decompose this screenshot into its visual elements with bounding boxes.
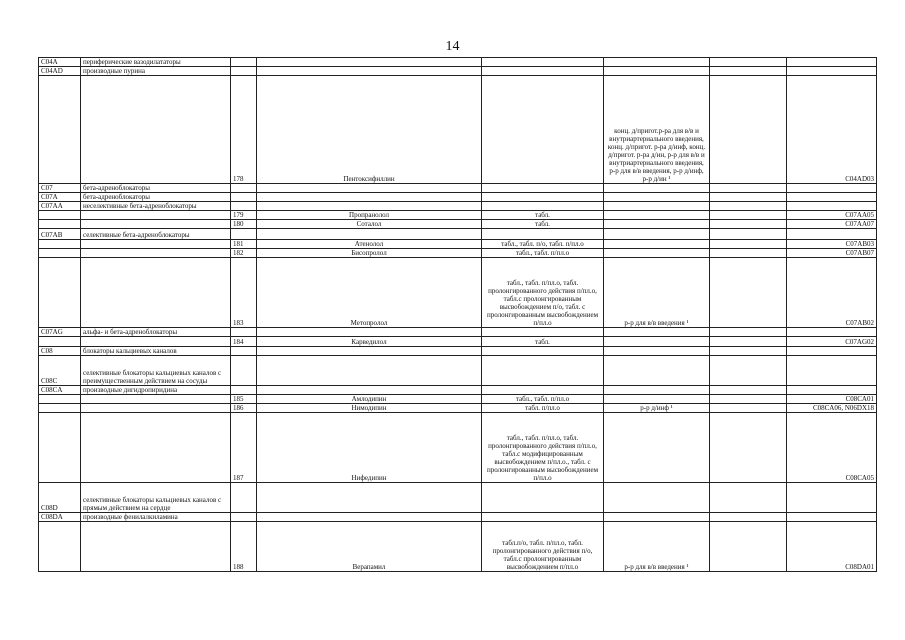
- table-row: [39, 193, 877, 202]
- dosage-form-cell: [482, 328, 604, 337]
- row-number-cell: [231, 58, 257, 67]
- extra-cell: [710, 413, 787, 483]
- atc-drug-code-cell: C08CA05: [787, 413, 877, 483]
- atc-code-cell: C08DA: [39, 513, 81, 522]
- table-row: [39, 258, 877, 328]
- dosage-form-cell: [482, 202, 604, 211]
- extra-cell: [710, 58, 787, 67]
- group-description-cell: производные фенилалкиламина: [81, 513, 231, 522]
- hospital-form-cell: р-р для в/в введения ¹: [604, 258, 710, 328]
- row-number-cell: 186: [231, 404, 257, 413]
- row-number-cell: [231, 328, 257, 337]
- drug-name-cell: Нимодипин: [257, 404, 482, 413]
- row-number-cell: [231, 184, 257, 193]
- drug-table: [38, 57, 877, 572]
- hospital-form-cell: р-р для в/в введения ¹: [604, 522, 710, 572]
- extra-cell: [710, 258, 787, 328]
- atc-drug-code-cell: C08CA06, N06DX18: [787, 404, 877, 413]
- extra-cell: [710, 356, 787, 386]
- group-description-cell: [81, 240, 231, 249]
- hospital-form-cell: [604, 513, 710, 522]
- atc-code-cell: [39, 522, 81, 572]
- atc-drug-code-cell: [787, 67, 877, 76]
- atc-drug-code-cell: C07AB02: [787, 258, 877, 328]
- row-number-cell: 188: [231, 522, 257, 572]
- atc-code-cell: C07A: [39, 193, 81, 202]
- hospital-form-cell: [604, 184, 710, 193]
- dosage-form-cell: [482, 193, 604, 202]
- drug-name-cell: [257, 58, 482, 67]
- row-number-cell: [231, 386, 257, 395]
- group-description-cell: [81, 337, 231, 347]
- hospital-form-cell: [604, 249, 710, 258]
- atc-drug-code-cell: [787, 193, 877, 202]
- row-number-cell: 180: [231, 220, 257, 229]
- atc-drug-code-cell: C07AB03: [787, 240, 877, 249]
- atc-drug-code-cell: [787, 483, 877, 513]
- group-description-cell: [81, 76, 231, 184]
- atc-drug-code-cell: [787, 202, 877, 211]
- atc-drug-code-cell: [787, 184, 877, 193]
- hospital-form-cell: [604, 356, 710, 386]
- atc-drug-code-cell: C04AD03: [787, 76, 877, 184]
- hospital-form-cell: конц. д/пригот.р-ра для в/в и внутриартериального введения, конц. д/пригот. р-ра д/инф, конц. д/пригот. р-ра д/ин, р-р для в/в и внутриартериального введения, р-р для в/в введения, р-р д/инф, р-р д/ин ¹: [604, 76, 710, 184]
- table-row: [39, 240, 877, 249]
- extra-cell: [710, 513, 787, 522]
- table-row: [39, 395, 877, 404]
- dosage-form-cell: [482, 513, 604, 522]
- dosage-form-cell: [482, 76, 604, 184]
- dosage-form-cell: [482, 58, 604, 67]
- hospital-form-cell: [604, 193, 710, 202]
- group-description-cell: производные дигидропиридина: [81, 386, 231, 395]
- table-row: [39, 513, 877, 522]
- group-description-cell: селективные блокаторы кальциевых каналов с прямым действием на сердце: [81, 483, 231, 513]
- drug-name-cell: Бисопролол: [257, 249, 482, 258]
- dosage-form-cell: табл. п/пл.о: [482, 404, 604, 413]
- drug-name-cell: [257, 193, 482, 202]
- group-description-cell: бета-адреноблокаторы: [81, 184, 231, 193]
- table-body: [39, 58, 877, 572]
- group-description-cell: [81, 211, 231, 220]
- drug-name-cell: [257, 184, 482, 193]
- hospital-form-cell: р-р д/инф ¹: [604, 404, 710, 413]
- extra-cell: [710, 67, 787, 76]
- atc-code-cell: [39, 258, 81, 328]
- row-number-cell: 185: [231, 395, 257, 404]
- atc-code-cell: C04A: [39, 58, 81, 67]
- dosage-form-cell: [482, 67, 604, 76]
- group-description-cell: альфа- и бета-адреноблокаторы: [81, 328, 231, 337]
- drug-name-cell: Атенолол: [257, 240, 482, 249]
- extra-cell: [710, 522, 787, 572]
- row-number-cell: [231, 67, 257, 76]
- row-number-cell: [231, 347, 257, 356]
- dosage-form-cell: табл.: [482, 337, 604, 347]
- group-description-cell: [81, 249, 231, 258]
- extra-cell: [710, 347, 787, 356]
- group-description-cell: [81, 522, 231, 572]
- table-row: [39, 67, 877, 76]
- group-description-cell: [81, 258, 231, 328]
- group-description-cell: [81, 404, 231, 413]
- atc-drug-code-cell: C07AA05: [787, 211, 877, 220]
- extra-cell: [710, 202, 787, 211]
- extra-cell: [710, 386, 787, 395]
- atc-code-cell: [39, 413, 81, 483]
- extra-cell: [710, 240, 787, 249]
- hospital-form-cell: [604, 395, 710, 404]
- hospital-form-cell: [604, 211, 710, 220]
- atc-drug-code-cell: C07AB07: [787, 249, 877, 258]
- atc-code-cell: [39, 395, 81, 404]
- atc-code-cell: [39, 211, 81, 220]
- drug-name-cell: [257, 67, 482, 76]
- group-description-cell: периферические вазодилататоры: [81, 58, 231, 67]
- hospital-form-cell: [604, 337, 710, 347]
- atc-drug-code-cell: C08DA01: [787, 522, 877, 572]
- table-row: [39, 337, 877, 347]
- dosage-form-cell: табл.п/о, табл. п/пл.о, табл. пролонгированного действия п/о, табл.с пролонгированным высвобождением п/пл.о: [482, 522, 604, 572]
- atc-code-cell: C08: [39, 347, 81, 356]
- group-description-cell: [81, 413, 231, 483]
- extra-cell: [710, 395, 787, 404]
- hospital-form-cell: [604, 240, 710, 249]
- group-description-cell: [81, 395, 231, 404]
- drug-name-cell: Верапамил: [257, 522, 482, 572]
- drug-name-cell: [257, 347, 482, 356]
- atc-code-cell: C07AB: [39, 229, 81, 240]
- row-number-cell: 183: [231, 258, 257, 328]
- drug-name-cell: Карведилол: [257, 337, 482, 347]
- extra-cell: [710, 249, 787, 258]
- drug-name-cell: [257, 513, 482, 522]
- hospital-form-cell: [604, 347, 710, 356]
- table-row: [39, 483, 877, 513]
- row-number-cell: 179: [231, 211, 257, 220]
- atc-code-cell: C07AG: [39, 328, 81, 337]
- extra-cell: [710, 193, 787, 202]
- drug-name-cell: Пентоксифиллин: [257, 76, 482, 184]
- atc-code-cell: C07: [39, 184, 81, 193]
- atc-drug-code-cell: [787, 229, 877, 240]
- atc-drug-code-cell: [787, 328, 877, 337]
- row-number-cell: 187: [231, 413, 257, 483]
- atc-code-cell: C08CA: [39, 386, 81, 395]
- table-row: [39, 404, 877, 413]
- extra-cell: [710, 220, 787, 229]
- table-row: [39, 356, 877, 386]
- atc-code-cell: C07AA: [39, 202, 81, 211]
- row-number-cell: [231, 202, 257, 211]
- dosage-form-cell: табл., табл. п/пл.о: [482, 249, 604, 258]
- extra-cell: [710, 337, 787, 347]
- atc-drug-code-cell: [787, 386, 877, 395]
- dosage-form-cell: [482, 386, 604, 395]
- group-description-cell: бета-адреноблокаторы: [81, 193, 231, 202]
- drug-name-cell: [257, 356, 482, 386]
- drug-name-cell: Соталол: [257, 220, 482, 229]
- dosage-form-cell: табл., табл. п/пл.о, табл. пролонгированного действия п/пл.о, табл.с пролонгированным высвобождением п/о, табл. с пролонгированным высвобождением п/пл.о: [482, 258, 604, 328]
- row-number-cell: [231, 513, 257, 522]
- extra-cell: [710, 229, 787, 240]
- atc-code-cell: C08C: [39, 356, 81, 386]
- dosage-form-cell: табл., табл. п/о, табл. п/пл.о: [482, 240, 604, 249]
- table-row: [39, 347, 877, 356]
- extra-cell: [710, 76, 787, 184]
- hospital-form-cell: [604, 229, 710, 240]
- drug-name-cell: [257, 202, 482, 211]
- page-number: 14: [445, 39, 460, 54]
- table-row: [39, 386, 877, 395]
- dosage-form-cell: табл.: [482, 211, 604, 220]
- row-number-cell: [231, 356, 257, 386]
- drug-name-cell: Пропранолол: [257, 211, 482, 220]
- row-number-cell: 184: [231, 337, 257, 347]
- atc-drug-code-cell: C08CA01: [787, 395, 877, 404]
- drug-name-cell: [257, 483, 482, 513]
- table-row: [39, 76, 877, 184]
- drug-name-cell: Амлодипин: [257, 395, 482, 404]
- dosage-form-cell: табл., табл. п/пл.о: [482, 395, 604, 404]
- group-description-cell: блокаторы кальциевых каналов: [81, 347, 231, 356]
- extra-cell: [710, 328, 787, 337]
- row-number-cell: [231, 483, 257, 513]
- group-description-cell: селективные бета-адреноблокаторы: [81, 229, 231, 240]
- hospital-form-cell: [604, 483, 710, 513]
- drug-name-cell: [257, 229, 482, 240]
- row-number-cell: 182: [231, 249, 257, 258]
- table-row: [39, 413, 877, 483]
- hospital-form-cell: [604, 386, 710, 395]
- extra-cell: [710, 404, 787, 413]
- group-description-cell: селективные блокаторы кальциевых каналов с преимущественным действием на сосуды: [81, 356, 231, 386]
- table-row: [39, 249, 877, 258]
- table-row: [39, 202, 877, 211]
- dosage-form-cell: [482, 356, 604, 386]
- row-number-cell: 178: [231, 76, 257, 184]
- atc-drug-code-cell: C07AA07: [787, 220, 877, 229]
- extra-cell: [710, 211, 787, 220]
- atc-code-cell: [39, 240, 81, 249]
- group-description-cell: неселективные бета-адреноблокаторы: [81, 202, 231, 211]
- hospital-form-cell: [604, 328, 710, 337]
- atc-code-cell: [39, 337, 81, 347]
- atc-code-cell: [39, 76, 81, 184]
- atc-drug-code-cell: C07AG02: [787, 337, 877, 347]
- atc-code-cell: C04AD: [39, 67, 81, 76]
- hospital-form-cell: [604, 67, 710, 76]
- hospital-form-cell: [604, 58, 710, 67]
- atc-drug-code-cell: [787, 347, 877, 356]
- table-row: [39, 211, 877, 220]
- atc-drug-code-cell: [787, 356, 877, 386]
- table-row: [39, 229, 877, 240]
- table-row: [39, 522, 877, 572]
- table-row: [39, 58, 877, 67]
- hospital-form-cell: [604, 413, 710, 483]
- drug-name-cell: [257, 328, 482, 337]
- table-row: [39, 184, 877, 193]
- atc-code-cell: [39, 220, 81, 229]
- hospital-form-cell: [604, 202, 710, 211]
- row-number-cell: 181: [231, 240, 257, 249]
- extra-cell: [710, 184, 787, 193]
- atc-drug-code-cell: [787, 58, 877, 67]
- atc-code-cell: C08D: [39, 483, 81, 513]
- group-description-cell: производные пурина: [81, 67, 231, 76]
- table-row: [39, 220, 877, 229]
- atc-code-cell: [39, 249, 81, 258]
- dosage-form-cell: [482, 184, 604, 193]
- dosage-form-cell: табл., табл. п/пл.о, табл. пролонгированного действия п/пл.о, табл.с модифицированным высвобождением п/пл.о., табл. с пролонгированным высвобождением п/пл.о: [482, 413, 604, 483]
- hospital-form-cell: [604, 220, 710, 229]
- row-number-cell: [231, 229, 257, 240]
- extra-cell: [710, 483, 787, 513]
- dosage-form-cell: [482, 229, 604, 240]
- dosage-form-cell: [482, 483, 604, 513]
- atc-code-cell: [39, 404, 81, 413]
- table-row: [39, 328, 877, 337]
- row-number-cell: [231, 193, 257, 202]
- atc-drug-code-cell: [787, 513, 877, 522]
- dosage-form-cell: [482, 347, 604, 356]
- drug-name-cell: [257, 386, 482, 395]
- group-description-cell: [81, 220, 231, 229]
- drug-name-cell: Метопролол: [257, 258, 482, 328]
- drug-name-cell: Нифедипин: [257, 413, 482, 483]
- dosage-form-cell: табл.: [482, 220, 604, 229]
